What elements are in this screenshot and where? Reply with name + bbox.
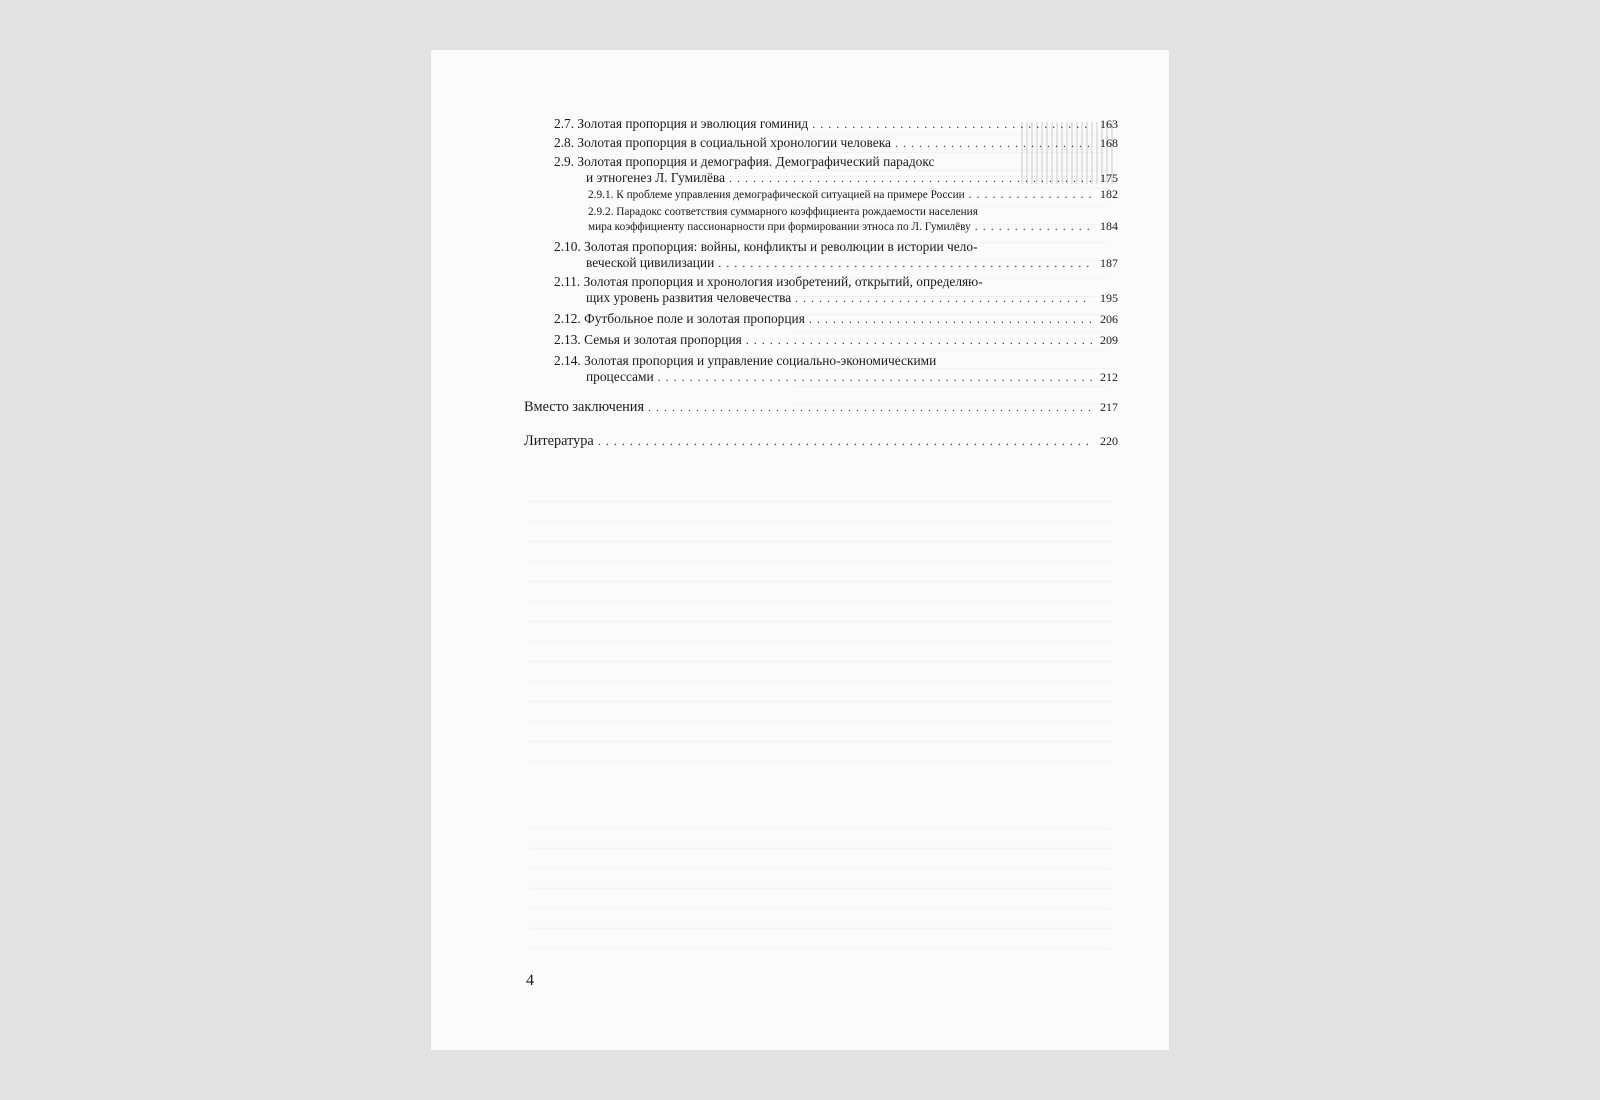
- toc-entry-title-line2: щих уровень развития человечества: [586, 290, 792, 305]
- toc-entry-title: 2.12. Футбольное поле и золотая пропорция: [554, 311, 805, 326]
- toc-entry-title-line2: веческой цивилизации: [586, 255, 715, 270]
- toc-entry-title-line1: 2.10. Золотая пропорция: войны, конфликты и революции в истории чело-: [554, 239, 978, 254]
- toc-entry-title-line1: 2.14. Золотая пропорция и управление социально-экономическими: [554, 353, 937, 368]
- page-number-folio: 4: [526, 972, 534, 989]
- leader-dots: [718, 255, 1092, 271]
- toc-entry-literature[interactable]: [524, 433, 1118, 449]
- toc-entry-title: 2.8. Золотая пропорция в социальной хронологии человека: [554, 135, 891, 150]
- toc-entry-title: 2.9.1. К проблеме управления демографической ситуацией на примере России: [588, 189, 965, 201]
- toc-entry-2-7[interactable]: [524, 116, 1118, 132]
- toc-page-number: 206: [1100, 312, 1118, 326]
- leader-dots: [658, 369, 1092, 385]
- toc-entry-2-9-1[interactable]: [524, 187, 1118, 202]
- bleed-through-bottom: [526, 505, 1116, 1025]
- leader-dots: [729, 170, 1092, 186]
- toc-page-number: 175: [1100, 171, 1118, 185]
- toc-entry-2-9[interactable]: [524, 154, 1118, 186]
- toc-entry-title: 2.7. Золотая пропорция и эволюция гоминид: [554, 116, 809, 131]
- toc-entry-2-10[interactable]: [524, 239, 1118, 271]
- toc-page-number: 217: [1100, 400, 1118, 414]
- toc-entry-title: Литература: [524, 433, 594, 449]
- toc-entry-2-11[interactable]: [524, 274, 1118, 306]
- toc-entry-title-line1: 2.9. Золотая пропорция и демография. Демографический парадокс: [554, 154, 935, 169]
- toc-entry-2-9-2[interactable]: [524, 205, 1118, 234]
- leader-dots: [969, 187, 1092, 201]
- toc-entry-2-8[interactable]: [524, 135, 1118, 151]
- toc-entry-conclusion[interactable]: [524, 399, 1118, 415]
- leader-dots: [895, 135, 1092, 151]
- toc-page-number: 220: [1100, 434, 1118, 448]
- toc-entry-title-line2: и этногенез Л. Гумилёва: [586, 170, 726, 185]
- leader-dots: [975, 219, 1092, 233]
- toc-entry-2-12[interactable]: [524, 311, 1118, 327]
- toc-entry-title-line2: мира коэффициенту пассионарности при формировании этноса по Л. Гумилёву: [588, 221, 971, 233]
- toc-page-number: 168: [1100, 136, 1118, 150]
- table-of-contents: [524, 116, 1118, 449]
- leader-dots: [746, 332, 1092, 348]
- toc-page-number: 182: [1100, 187, 1118, 201]
- toc-entry-title: Вместо заключения: [524, 399, 645, 415]
- toc-entry-2-13[interactable]: [524, 332, 1118, 348]
- leader-dots: [795, 290, 1092, 306]
- leader-dots: [598, 433, 1092, 449]
- toc-entry-title-line2: процессами: [586, 369, 654, 384]
- leader-dots: [648, 399, 1092, 415]
- leader-dots: [812, 116, 1092, 132]
- toc-page-number: 187: [1100, 256, 1118, 270]
- toc-page-number: 195: [1100, 291, 1118, 305]
- toc-page-number: 184: [1100, 219, 1118, 233]
- toc-entry-title-line1: 2.11. Золотая пропорция и хронология изобретений, открытий, определяю-: [554, 274, 983, 289]
- book-page: [431, 50, 1169, 1050]
- toc-entry-title: 2.13. Семья и золотая пропорция: [554, 332, 742, 347]
- toc-page-number: 212: [1100, 370, 1118, 384]
- toc-entry-title-line1: 2.9.2. Парадокс соответствия суммарного коэффициента рождаемости населения: [588, 206, 978, 218]
- toc-page-number: 209: [1100, 333, 1118, 347]
- toc-page-number: 163: [1100, 117, 1118, 131]
- toc-entry-2-14[interactable]: [524, 353, 1118, 385]
- leader-dots: [809, 311, 1092, 327]
